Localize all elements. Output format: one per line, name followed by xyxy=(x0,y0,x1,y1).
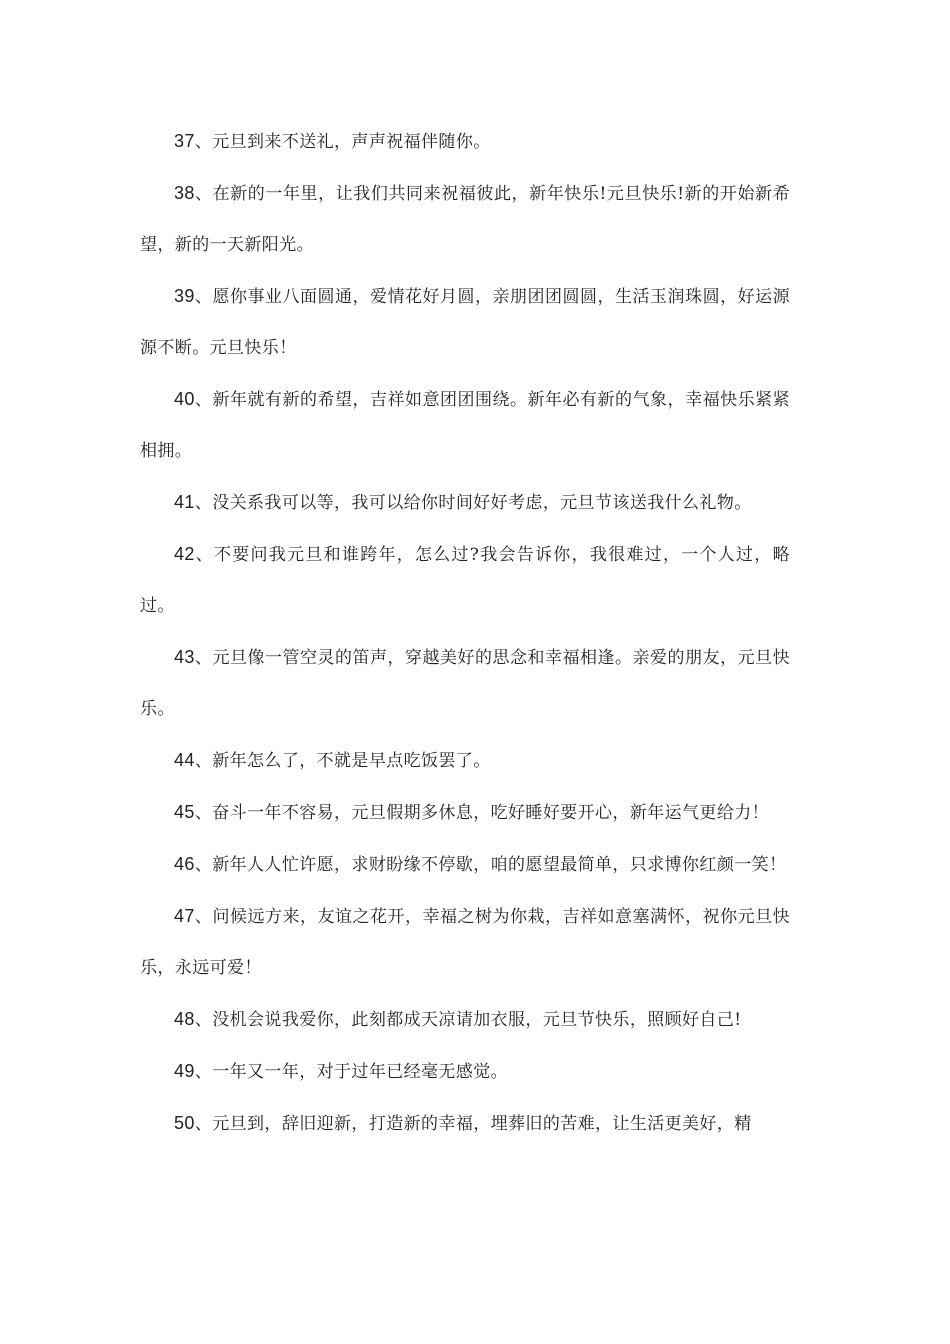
item-text: 、没机会说我爱你，此刻都成天凉请加衣服，元旦节快乐，照顾好自己! xyxy=(194,1010,742,1030)
list-item-46 xyxy=(140,839,790,891)
item-text: 、元旦到，辞旧迎新，打造新的幸福，埋葬旧的苦难，让生活更美好，精 xyxy=(194,1114,752,1134)
item-text: 、在新的一年里，让我们共同来祝福彼此，新年快乐!元旦快乐!新的开始新希望，新的一天新阳光。 xyxy=(140,184,790,255)
item-text: 、没关系我可以等，我可以给你时间好好考虑，元旦节该送我什么礼物。 xyxy=(194,493,752,513)
item-number: 48 xyxy=(174,1009,195,1029)
list-item-48 xyxy=(140,994,790,1046)
item-text: 、奋斗一年不容易，元旦假期多休息，吃好睡好要开心，新年运气更给力！ xyxy=(194,803,770,823)
item-number: 44 xyxy=(174,750,195,770)
item-number: 41 xyxy=(174,492,195,512)
item-text: 、不要问我元旦和谁跨年，怎么过?我会告诉你，我很难过，一个人过，略过。 xyxy=(140,545,790,616)
item-text: 、问候远方来，友谊之花开，幸福之树为你栽，吉祥如意塞满怀，祝你元旦快乐，永远可爱！ xyxy=(140,907,790,978)
list-item-49 xyxy=(140,1046,790,1098)
item-number: 38 xyxy=(174,183,195,203)
item-number: 42 xyxy=(174,544,195,564)
item-number: 45 xyxy=(174,802,195,822)
list-item-38 xyxy=(140,168,790,271)
item-number: 39 xyxy=(174,286,195,306)
item-number: 49 xyxy=(174,1061,195,1081)
item-text: 、元旦到来不送礼，声声祝福伴随你。 xyxy=(194,132,491,152)
item-number: 50 xyxy=(174,1113,195,1133)
item-number: 47 xyxy=(174,906,195,926)
item-text: 、新年人人忙许愿，求财盼缘不停歇，咱的愿望最简单，只求博你红颜一笑！ xyxy=(194,855,787,875)
list-item-44 xyxy=(140,735,790,787)
item-number: 43 xyxy=(174,647,195,667)
item-text: 、一年又一年，对于过年已经毫无感觉。 xyxy=(194,1062,509,1082)
list-item-47 xyxy=(140,891,790,994)
item-number: 46 xyxy=(174,854,195,874)
item-text: 、愿你事业八面圆通，爱情花好月圆，亲朋团团圆圆，生活玉润珠圆，好运源源不断。元旦快乐！ xyxy=(140,287,790,358)
item-number: 37 xyxy=(174,131,195,151)
list-item-42 xyxy=(140,529,790,632)
list-item-39 xyxy=(140,271,790,374)
list-item-37 xyxy=(140,116,790,168)
item-text: 、元旦像一管空灵的笛声，穿越美好的思念和幸福相逢。亲爱的朋友，元旦快乐。 xyxy=(140,648,790,719)
list-item-50 xyxy=(140,1098,790,1150)
list-item-45 xyxy=(140,787,790,839)
item-text: 、新年怎么了，不就是早点吃饭罢了。 xyxy=(194,751,491,771)
list-item-43 xyxy=(140,632,790,735)
list-item-40 xyxy=(140,374,790,477)
item-number: 40 xyxy=(174,389,195,409)
list-item-41 xyxy=(140,477,790,529)
item-text: 、新年就有新的希望，吉祥如意团团围绕。新年必有新的气象，幸福快乐紧紧相拥。 xyxy=(140,390,790,461)
